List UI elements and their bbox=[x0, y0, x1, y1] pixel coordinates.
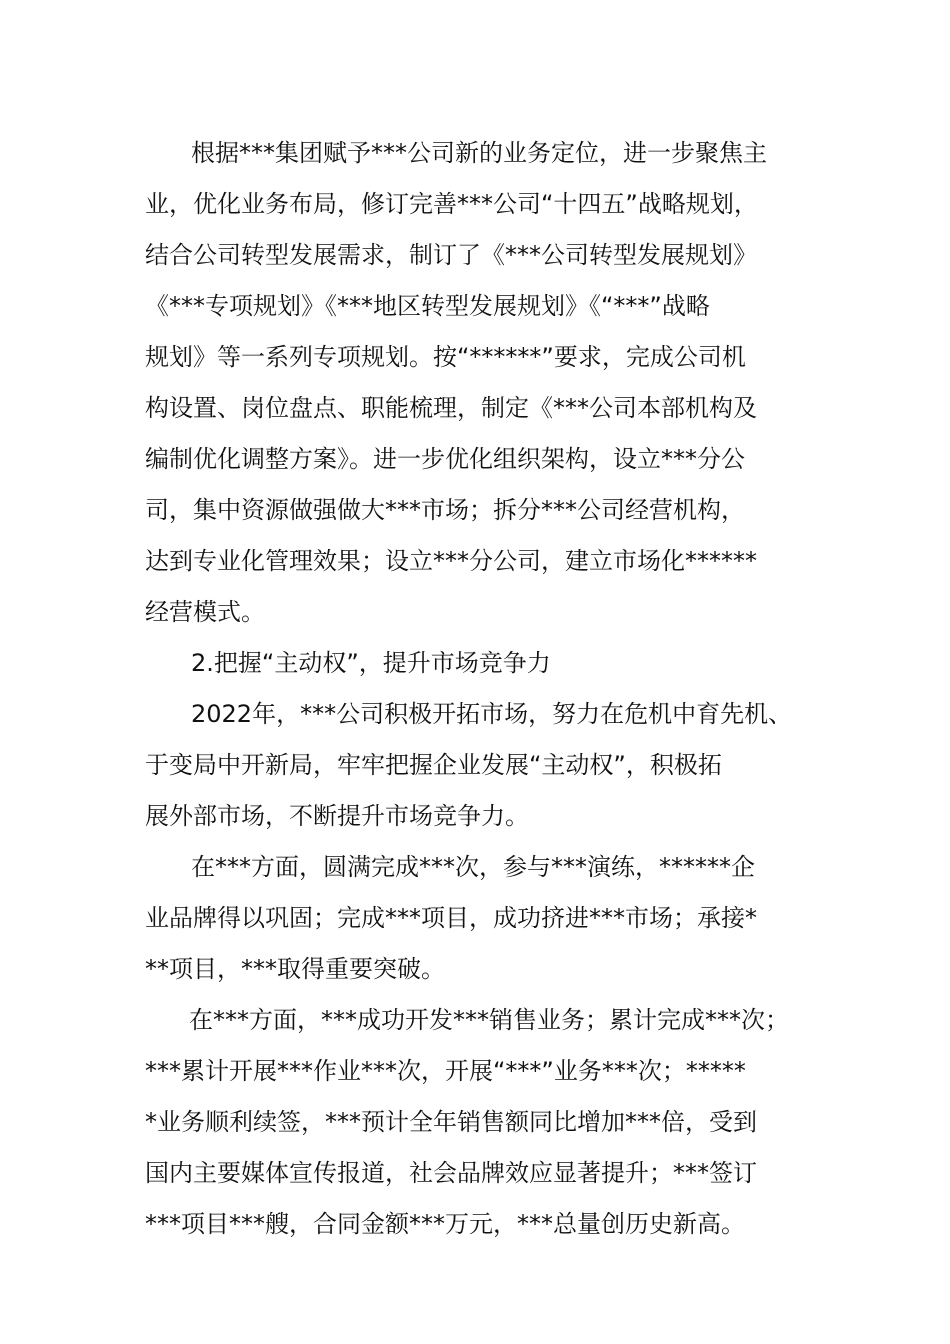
text-line: 编制优化调整方案》。进一步优化组织架构，设立***分公 bbox=[145, 445, 745, 473]
text-line: 业，优化业务布局，修订完善***公司“十四五”战略规划， bbox=[145, 190, 758, 218]
text-line: 展外部市场，不断提升市场竞争力。 bbox=[145, 802, 529, 830]
text-line: *业务顺利续签，***预计全年销售额同比增加***倍，受到 bbox=[145, 1108, 757, 1136]
paragraph-market-expansion bbox=[145, 689, 830, 842]
text-line: 于变局中开新局，牢牢把握企业发展“主动权”，积极拓 bbox=[145, 751, 722, 779]
paragraph-strategy-planning bbox=[145, 128, 830, 638]
text-line: 结合公司转型发展需求，制订了《***公司转型发展规划》 bbox=[145, 241, 757, 269]
text-line: 国内主要媒体宣传报道，社会品牌效应显著提升；***签订 bbox=[145, 1159, 757, 1187]
text-line: 构设置、岗位盘点、职能梳理，制定《***公司本部机构及 bbox=[145, 394, 757, 422]
text-line: 根据***集团赋予***公司新的业务定位，进一步聚焦主 bbox=[191, 139, 767, 167]
text-line: ***项目***艘，合同金额***万元，***总量创历史新高。 bbox=[145, 1210, 745, 1238]
text-line: 达到专业化管理效果；设立***分公司，建立市场化****** bbox=[145, 547, 757, 575]
document-body bbox=[145, 128, 830, 1250]
text-line: 司，集中资源做强做大***市场；拆分***公司经营机构， bbox=[145, 496, 745, 524]
text-line: 经营模式。 bbox=[145, 598, 265, 626]
text-line: 在***方面，圆满完成***次，参与***演练，******企 bbox=[191, 853, 755, 881]
text-line: 规划》等一系列专项规划。按“******”要求，完成公司机 bbox=[145, 343, 746, 371]
text-line: 2022年，***公司积极开拓市场，努力在危机中育先机、 bbox=[191, 700, 793, 728]
text-line: 《***专项规划》《***地区转型发展规划》《“***”战略 bbox=[145, 292, 710, 320]
paragraph-sales-business bbox=[145, 995, 830, 1250]
text-line: 业品牌得以巩固；完成***项目，成功挤进***市场；承接* bbox=[145, 904, 757, 932]
paragraph-brand-projects bbox=[145, 842, 830, 995]
section-heading: 2.把握“主动权”，提升市场竞争力 bbox=[191, 649, 551, 677]
text-line: **项目，***取得重要突破。 bbox=[145, 955, 445, 983]
text-line: ***累计开展***作业***次，开展“***”业务***次；***** bbox=[145, 1057, 746, 1085]
text-line: 在***方面，***成功开发***销售业务；累计完成***次； bbox=[189, 1006, 789, 1034]
